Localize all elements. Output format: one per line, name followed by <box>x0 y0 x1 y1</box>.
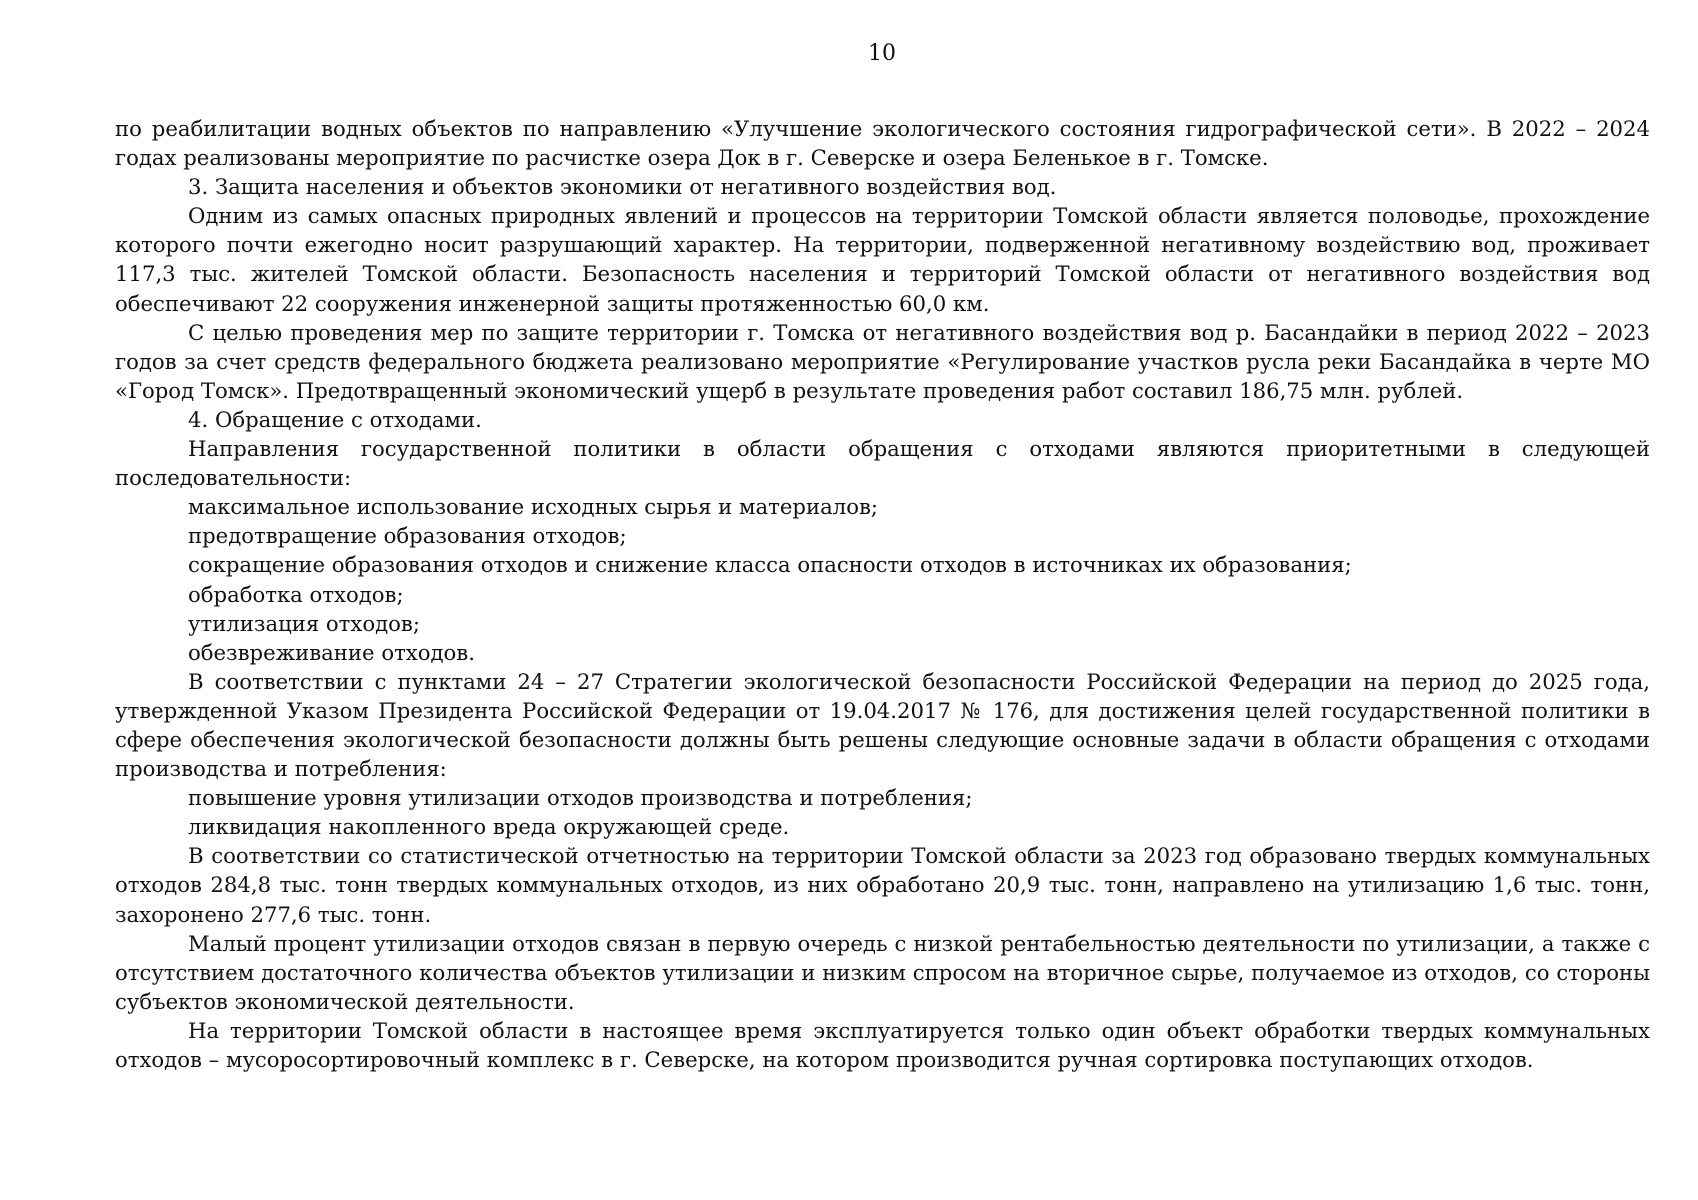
list-item: повышение уровня утилизации отходов производства и потребления; <box>188 785 973 811</box>
list-item: обработка отходов; <box>188 581 404 607</box>
list-item: предотвращение образования отходов; <box>188 523 627 549</box>
paragraph-flooding: Одним из самых опасных природных явлений и процессов на территории Томской области является половодье, прохождение которого почти ежегодно носит разрушающий характер. На территории, подверженной негативному воздействию вод, проживает 117,3 тыс. жителей Томской области. Безопасность населения и территорий Томской области от негативного воздействия вод обеспечивают 22 сооружения инженерной защиты протяженностью 60,0 км. <box>115 203 1650 316</box>
page-number: 10 <box>868 41 896 66</box>
section-heading-3: 3. Защита населения и объектов экономики от негативного воздействия вод. <box>188 174 1057 200</box>
paragraph-statistics: В соответствии со статистической отчетностью на территории Томской области за 2023 год образовано твердых коммунальных отходов 284,8 тыс. тонн твердых коммунальных отходов, из них обработано 20,9 тыс. тонн, направлено на утилизацию 1,6 тыс. тонн, захоронено 277,6 тыс. тонн. <box>115 843 1650 927</box>
paragraph-basandaika: С целью проведения мер по защите территории г. Томска от негативного воздействия вод р. Басандайки в период 2022 – 2023 годов за счет средств федерального бюджета реализовано мероприятие «Регулирование участков русла реки Басандайка в черте МО «Город Томск». Предотвращенный экономический ущерб в результате проведения работ составил 186,75 млн. рублей. <box>115 319 1650 403</box>
paragraph-strategy: В соответствии с пунктами 24 – 27 Стратегии экологической безопасности Российской Федерации на период до 2025 года, утвержденной Указом Президента Российской Федерации от 19.04.2017 № 176, для достижения целей государственной политики в сфере обеспечения экологической безопасности должны быть решены следующие основные задачи в области обращения с отходами производства и потребления: <box>115 668 1650 782</box>
section-heading-4: 4. Обращение с отходами. <box>188 406 482 432</box>
list-item: ликвидация накопленного вреда окружающей среде. <box>188 814 790 840</box>
list-item: максимальное использование исходных сырья и материалов; <box>188 494 879 520</box>
list-item: утилизация отходов; <box>188 610 420 636</box>
paragraph-rehabilitation-continued: по реабилитации водных объектов по направлению «Улучшение экологического состояния гидрографической сети». В 2022 – 2024 годах реализованы мероприятие по расчистке озера Док в г. Северске и озера Беленькое в г. Томске. <box>115 116 1650 171</box>
list-item: обезвреживание отходов. <box>188 639 475 665</box>
document-body <box>115 114 1650 1074</box>
paragraph-policy-priorities: Направления государственной политики в области обращения с отходами являются приоритетными в следующей последовательности: <box>115 436 1650 491</box>
paragraph-sorting-complex: На территории Томской области в настоящее время эксплуатируется только один объект обработки твердых коммунальных отходов – мусоросортировочный комплекс в г. Северске, на котором производится ручная сортировка поступающих отходов. <box>115 1017 1650 1072</box>
list-item: сокращение образования отходов и снижение класса опасности отходов в источниках их образования; <box>188 552 1352 578</box>
paragraph-low-utilization: Малый процент утилизации отходов связан в первую очередь с низкой рентабельностью деятельности по утилизации, а также с отсутствием достаточного количества объектов утилизации и низким спросом на вторичное сырье, получаемое из отходов, со стороны субъектов экономической деятельности. <box>115 930 1650 1014</box>
